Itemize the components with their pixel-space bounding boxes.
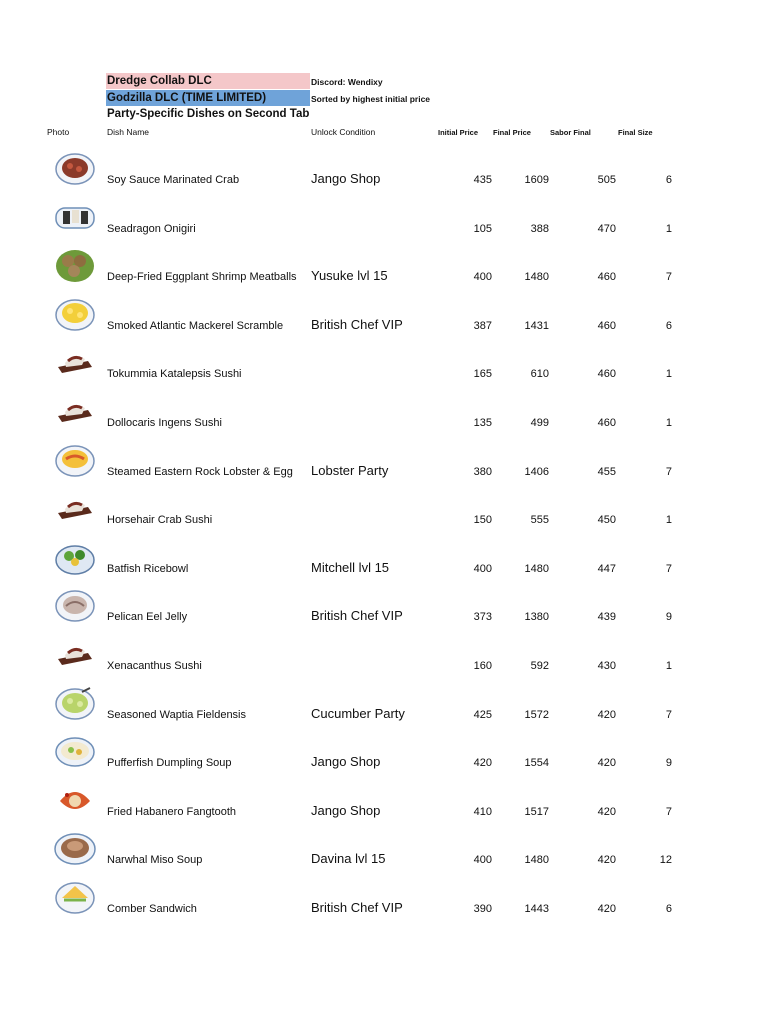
dish-name-cell: Seasoned Waptia Fieldensis bbox=[107, 708, 247, 721]
initial-price-cell: 435 bbox=[473, 174, 492, 186]
legend-dredge-dlc: Dredge Collab DLC bbox=[106, 73, 310, 89]
waptia-icon bbox=[52, 682, 98, 722]
final-size-cell: 9 bbox=[665, 611, 672, 624]
dish-name-cell: Comber Sandwich bbox=[107, 903, 197, 915]
final-price-cell: 1517 bbox=[524, 805, 549, 818]
final-size-cell: 1 bbox=[665, 417, 672, 429]
final-size-cell: 1 bbox=[665, 514, 672, 527]
dish-name-cell: Tokummia Katalepsis Sushi bbox=[107, 368, 242, 381]
dish-name-cell: Batfish Ricebowl bbox=[107, 562, 189, 575]
header-sabor-final: Sabor Final bbox=[550, 128, 591, 137]
unlock-condition-cell: Yusuke lvl 15 bbox=[311, 268, 388, 284]
unlock-condition-cell: British Chef VIP bbox=[311, 608, 403, 624]
initial-price-cell: 400 bbox=[473, 271, 492, 284]
table-row bbox=[0, 705, 768, 756]
header-unlock-condition: Unlock Condition bbox=[311, 127, 376, 137]
unlock-condition-cell: Jango Shop bbox=[311, 754, 381, 770]
sabor-final-cell: 420 bbox=[597, 903, 616, 915]
dish-name-cell: Xenacanthus Sushi bbox=[107, 660, 202, 672]
final-price-cell: 555 bbox=[530, 514, 549, 527]
table-row bbox=[0, 610, 768, 658]
header-dish-name: Dish Name bbox=[107, 127, 150, 137]
unlock-condition-cell: Cucumber Party bbox=[311, 705, 405, 721]
table-row bbox=[0, 853, 768, 901]
initial-price-cell: 420 bbox=[473, 757, 492, 770]
unlock-condition-cell: Lobster Party bbox=[311, 462, 389, 478]
onigiri-icon bbox=[52, 196, 98, 236]
table-row bbox=[0, 802, 768, 853]
sabor-final-cell: 420 bbox=[597, 854, 616, 867]
final-price-cell: 610 bbox=[530, 368, 549, 381]
ricebowl-icon bbox=[52, 536, 98, 576]
sabor-final-cell: 430 bbox=[597, 660, 616, 672]
table-row bbox=[0, 462, 768, 513]
sabor-final-cell: 460 bbox=[597, 319, 616, 332]
header-final-price: Final Price bbox=[493, 128, 531, 137]
sorted-note: Sorted by highest initial price bbox=[311, 94, 431, 104]
table-row bbox=[0, 173, 768, 221]
final-price-cell: 1572 bbox=[524, 708, 549, 721]
header-initial-price: Initial Price bbox=[438, 128, 479, 137]
dish-name-cell: Pelican Eel Jelly bbox=[107, 611, 188, 624]
dish-name-cell: Horsehair Crab Sushi bbox=[107, 514, 213, 527]
initial-price-cell: 390 bbox=[473, 903, 492, 915]
final-price-cell: 1480 bbox=[524, 854, 549, 867]
table-row bbox=[0, 367, 768, 415]
final-size-cell: 7 bbox=[665, 562, 672, 575]
dumpling-soup-icon bbox=[52, 730, 98, 770]
legend-godzilla-dlc: Godzilla DLC (TIME LIMITED) bbox=[106, 90, 310, 106]
discord-note: Discord: Wendixy bbox=[311, 77, 383, 87]
legend-party-note: Party-Specific Dishes on Second Tab bbox=[107, 108, 310, 120]
table-row bbox=[0, 316, 768, 367]
sabor-final-cell: 460 bbox=[597, 271, 616, 284]
final-size-cell: 7 bbox=[665, 805, 672, 818]
header-final-size: Final Size bbox=[618, 128, 653, 137]
dish-name-cell: Dollocaris Ingens Sushi bbox=[107, 417, 222, 429]
final-size-cell: 12 bbox=[659, 854, 672, 867]
sabor-final-cell: 470 bbox=[597, 222, 616, 235]
dish-name-cell: Pufferfish Dumpling Soup bbox=[107, 757, 232, 770]
final-price-cell: 592 bbox=[530, 660, 549, 672]
initial-price-cell: 400 bbox=[473, 854, 492, 867]
dish-name-cell: Soy Sauce Marinated Crab bbox=[107, 174, 240, 186]
sabor-final-cell: 447 bbox=[597, 562, 616, 575]
dish-name-cell: Narwhal Miso Soup bbox=[107, 854, 203, 867]
final-size-cell: 7 bbox=[665, 465, 672, 478]
sushi-icon bbox=[52, 633, 98, 673]
unlock-condition-cell: Mitchell lvl 15 bbox=[311, 559, 390, 575]
dish-name-cell: Deep-Fried Eggplant Shrimp Meatballs bbox=[107, 271, 297, 284]
final-price-cell: 1431 bbox=[524, 319, 549, 332]
final-size-cell: 1 bbox=[665, 222, 672, 235]
table-row bbox=[0, 659, 768, 707]
final-size-cell: 7 bbox=[665, 708, 672, 721]
table-row bbox=[0, 513, 768, 561]
final-size-cell: 9 bbox=[665, 757, 672, 770]
final-size-cell: 1 bbox=[665, 660, 672, 672]
initial-price-cell: 387 bbox=[473, 319, 492, 332]
sandwich-icon bbox=[52, 876, 98, 916]
meatballs-icon bbox=[52, 244, 98, 284]
table-row bbox=[0, 756, 768, 804]
final-price-cell: 1480 bbox=[524, 271, 549, 284]
initial-price-cell: 425 bbox=[473, 708, 492, 721]
dish-name-cell: Fried Habanero Fangtooth bbox=[107, 805, 237, 818]
initial-price-cell: 165 bbox=[473, 368, 492, 381]
crab-dish-icon bbox=[52, 147, 98, 187]
initial-price-cell: 135 bbox=[473, 417, 492, 429]
sushi-icon bbox=[52, 390, 98, 430]
fangtooth-icon bbox=[52, 779, 98, 819]
final-price-cell: 1406 bbox=[524, 465, 549, 478]
table-row bbox=[0, 902, 768, 950]
final-price-cell: 388 bbox=[530, 222, 549, 235]
initial-price-cell: 105 bbox=[473, 222, 492, 235]
table-row bbox=[0, 416, 768, 464]
initial-price-cell: 160 bbox=[473, 660, 492, 672]
unlock-condition-cell: British Chef VIP bbox=[311, 316, 403, 332]
sabor-final-cell: 420 bbox=[597, 757, 616, 770]
eel-jelly-icon bbox=[52, 584, 98, 624]
dish-name-cell: Smoked Atlantic Mackerel Scramble bbox=[107, 319, 284, 332]
sabor-final-cell: 460 bbox=[597, 368, 616, 381]
dish-name-cell: Steamed Eastern Rock Lobster & Egg bbox=[107, 465, 293, 478]
final-price-cell: 1554 bbox=[524, 757, 549, 770]
final-price-cell: 1443 bbox=[524, 903, 549, 915]
final-price-cell: 1480 bbox=[524, 562, 549, 575]
sushi-icon bbox=[52, 341, 98, 381]
unlock-condition-cell: Davina lvl 15 bbox=[311, 851, 386, 867]
sabor-final-cell: 455 bbox=[597, 465, 616, 478]
table-row bbox=[0, 270, 768, 318]
initial-price-cell: 150 bbox=[473, 514, 492, 527]
final-price-cell: 499 bbox=[530, 417, 549, 429]
table-row bbox=[0, 222, 768, 270]
final-size-cell: 6 bbox=[665, 174, 672, 186]
unlock-condition-cell: British Chef VIP bbox=[311, 900, 403, 915]
table-row bbox=[0, 559, 768, 610]
initial-price-cell: 410 bbox=[473, 805, 492, 818]
unlock-condition-cell: Jango Shop bbox=[311, 171, 381, 186]
lobster-egg-icon bbox=[52, 439, 98, 479]
sabor-final-cell: 420 bbox=[597, 805, 616, 818]
final-price-cell: 1380 bbox=[524, 611, 549, 624]
initial-price-cell: 380 bbox=[473, 465, 492, 478]
sabor-final-cell: 420 bbox=[597, 708, 616, 721]
final-size-cell: 6 bbox=[665, 903, 672, 915]
sabor-final-cell: 450 bbox=[597, 514, 616, 527]
scramble-icon bbox=[52, 293, 98, 333]
dish-name-cell: Seadragon Onigiri bbox=[107, 222, 196, 235]
sabor-final-cell: 505 bbox=[597, 174, 616, 186]
sabor-final-cell: 460 bbox=[597, 417, 616, 429]
unlock-condition-cell: Jango Shop bbox=[311, 802, 381, 818]
final-size-cell: 6 bbox=[665, 319, 672, 332]
final-size-cell: 1 bbox=[665, 368, 672, 381]
sabor-final-cell: 439 bbox=[597, 611, 616, 624]
header-photo: Photo bbox=[47, 127, 70, 137]
sushi-icon bbox=[52, 487, 98, 527]
final-size-cell: 7 bbox=[665, 271, 672, 284]
initial-price-cell: 400 bbox=[473, 562, 492, 575]
final-price-cell: 1609 bbox=[524, 174, 549, 186]
miso-soup-icon bbox=[52, 827, 98, 867]
initial-price-cell: 373 bbox=[473, 611, 492, 624]
